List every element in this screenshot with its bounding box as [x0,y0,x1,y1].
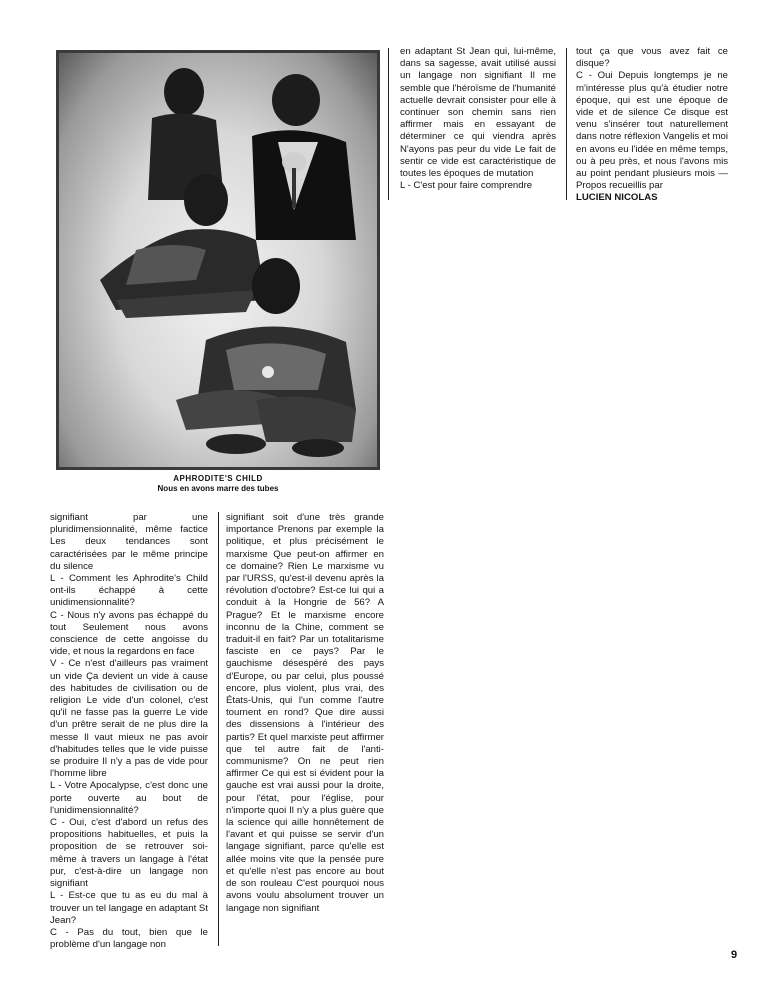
paragraph: L - Votre Apocalypse, c'est donc une porte ouverte au bout de l'unidimensionnalité? [50,780,208,816]
paragraph: C - Pas du tout, bien que le problème d'un langage non [50,926,208,951]
band-photo [56,50,380,470]
paragraph: L - C'est pour faire comprendre [400,180,533,192]
band-photo-figures [56,50,380,470]
column-1-bottom [50,512,208,951]
caption-title: APHRODITE'S CHILD [173,474,263,483]
paragraph: tout ça que vous avez fait ce disque? [576,46,728,70]
paragraph: C - Oui, c'est d'abord un refus des propositions habituelles, et puis la proposition de se retrouver soi-même à travers un langage à l'état pur, c'est-à-dire un langage non signifiant [50,817,208,890]
column-3-top [400,46,556,192]
column-rule [566,48,567,200]
paragraph: V - Ce n'est d'ailleurs pas vraiment un vide Ça devient un vide à cause des habitudes de civilisation ou de religion Le vide d'un colonel, c'est qu'il ne fasse pas la guerre Le vide d'un prêtre serait de ne plus dire la messe Il vaut mieux ne pas avoir d'habitudes telles que le vide puisse se produire Il n'y a pas de vide pour l'homme libre [50,658,208,780]
paragraph: C - Oui Depuis longtemps je ne m'intéresse plus qu'à étudier notre époque, qui est une époque de vide et de silence Ce disque est venu s'insérer tout naturellement dans notre réflexion Vangelis et moi en avons eu l'idée en même temps, ou à peu près, et nous l'avons mis au point pendant plusieurs mois — Propos recueillis par [576,70,728,192]
column-rule [388,48,389,200]
page-number: 9 [731,949,738,961]
paragraph: en adaptant St Jean qui, lui-même, dans sa sagesse, avait utilisé aussi un langage non signifiant Il me semble que l'héroïsme de l'humanité actuelle devrait consister pour elle à continuer son chemin sans rien affirmer mais en essayant de déterminer ce qui viendra après N'ayons pas peur du vide Le fait de sentir ce vide est caractéristique de toutes les époques de mutation [400,46,556,180]
author-signature: LUCIEN NICOLAS [576,192,658,204]
paragraph: signifiant par une pluridimensionnalité, même factice Les deux tendances sont caractérisées par le même principe du silence [50,512,208,572]
paragraph: C - Nous n'y avons pas échappé du tout Seulement nous avons conscience de cette angoisse du vide, et nous la regardons en face [50,609,208,658]
paragraph: signifiant soit d'une très grande importance Prenons par exemple la politique, et plus précisément le marxisme Que peut-on affirmer en ce domaine? Rien Le marxisme vu par l'URSS, qu'est-il devenu après la révolution d'octobre? Est-ce lui qui a conduit à la Hongrie de 56? A Prague? Et le marxisme encore inconnu de la Chine, comment se traduit-il en fait? Par un totalitarisme fasciste en ce pays? Par le gauchisme désespéré des pays d'Europe, ou par celui, plus poussé encore, plus violent, plus vrai, des États-Unis, qui l'un comme l'autre tournent en rond? Que dire aussi des dissensions à l'intérieur des partis? Et quel marxiste peut affirmer que tel autre fait de l'anti-communisme? On ne peut rien affirmer Ce qui est si évident pour la gauche est vrai aussi pour la droite, pour l'état, pour l'église, pour n'importe quoi Il n'y a plus guère que la science qui aille honnêtement de l'avant et qui puisse se servir d'un langage signifiant, parce qu'elle est allée moins vite que la pensée pure et qu'elle n'est pas encore au bout de son rouleau C'est pourquoi nous avons voulu absolument trouver un langage non signifiant [226,512,384,914]
paragraph: L - Est-ce que tu as eu du mal à trouver un tel langage en adaptant St Jean? [50,890,208,926]
photo-caption [56,474,380,494]
caption-subtitle: Nous en avons marre des tubes [157,484,279,493]
column-4-top [576,46,728,205]
column-2-bottom [226,512,384,915]
column-rule [218,512,219,946]
paragraph: L - Comment les Aphrodite's Child ont-ils échappé à cette unidimensionnalité? [50,573,208,609]
